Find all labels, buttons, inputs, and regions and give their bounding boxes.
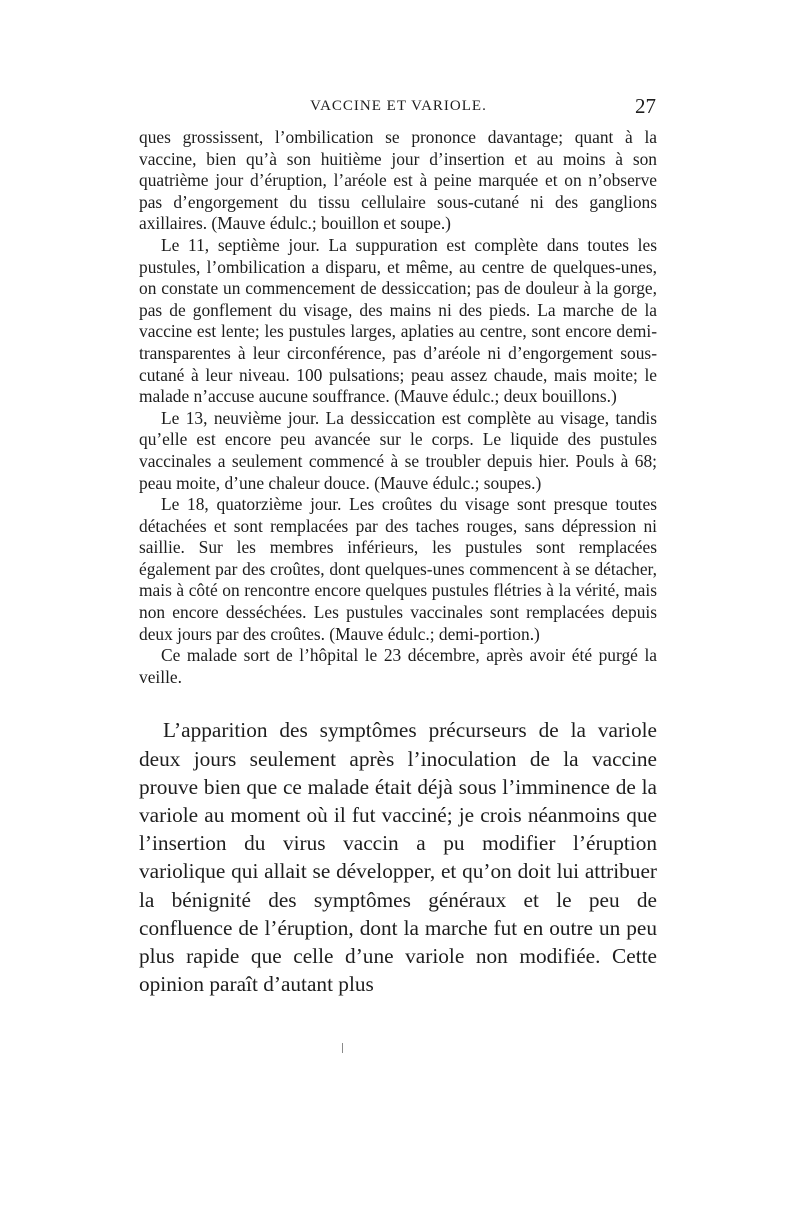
page-number: 27 bbox=[635, 94, 656, 118]
page-header bbox=[139, 94, 658, 124]
paragraph-discharge: Ce malade sort de l’hôpital le 23 décembre, après avoir été purgé la veille. bbox=[139, 645, 657, 687]
running-title: VACCINE ET VARIOLE. bbox=[310, 98, 487, 114]
paragraph-conclusion: L’apparition des symptômes précurseurs de la variole deux jours seulement après l’inoculation de la vaccine prouve bien que ce malade était déjà sous l’imminence de la variole au moment où il fut vacciné; je crois néanmoins que l’insertion du virus vaccin a pu modifier l’éruption variolique qui allait se développer, et qu’on doit lui attribuer la bénignité des symptômes généraux et le peu de confluence de l’éruption, dont la marche fut en outre un peu plus rapide que celle d’une variole non modifiée. Cette opinion paraît d’autant plus bbox=[139, 718, 657, 997]
bottom-print-mark bbox=[342, 1043, 343, 1053]
body-text bbox=[139, 127, 657, 998]
paragraph-day-18: Le 18, quatorzième jour. Les croûtes du visage sont presque toutes détachées et sont remplacées par des taches rouges, sans dépression ni saillie. Sur les membres inférieurs, les pustules sont remplacées également par des croûtes, dont quelques-unes commencent à se détacher, mais à côté on rencontre encore quelques pustules flétries à la vérité, mais non encore desséchées. Les pustules vaccinales sont remplacées depuis deux jours par des croûtes. (Mauve édulc.; demi-portion.) bbox=[139, 494, 657, 644]
paragraph-day-13: Le 13, neuvième jour. La dessiccation est complète au visage, tandis qu’elle est encore peu avancée sur le corps. Le liquide des pustules vaccinales a seulement commencé à se troubler depuis hier. Pouls à 68; peau moite, d’une chaleur douce. (Mauve édulc.; soupes.) bbox=[139, 407, 657, 493]
paragraph-day-11: Le 11, septième jour. La suppuration est complète dans toutes les pustules, l’ombilication a disparu, et même, au centre de quelques-unes, on constate un commencement de dessiccation; pas de douleur à la gorge, pas de gonflement du visage, des mains ni des pieds. La marche de la vaccine est lente; les pustules larges, aplaties au centre, sont encore demi-transparentes à leur circonférence, pas d’aréole ni d’engorgement sous-cutané à leur niveau. 100 pulsations; peau assez chaude, mais moite; le malade n’accuse aucune souffrance. (Mauve édulc.; deux bouillons.) bbox=[139, 234, 657, 407]
paragraph-continuation: ques grossissent, l’ombilication se prononce davantage; quant à la vaccine, bien qu’à son huitième jour d’insertion et au moins à son quatrième jour d’éruption, l’aréole est à peine marquée et on n’observe pas d’engorgement du tissu cellulaire sous-cutané ni des ganglions axillaires. (Mauve édulc.; bouillon et soupe.) bbox=[139, 127, 657, 234]
